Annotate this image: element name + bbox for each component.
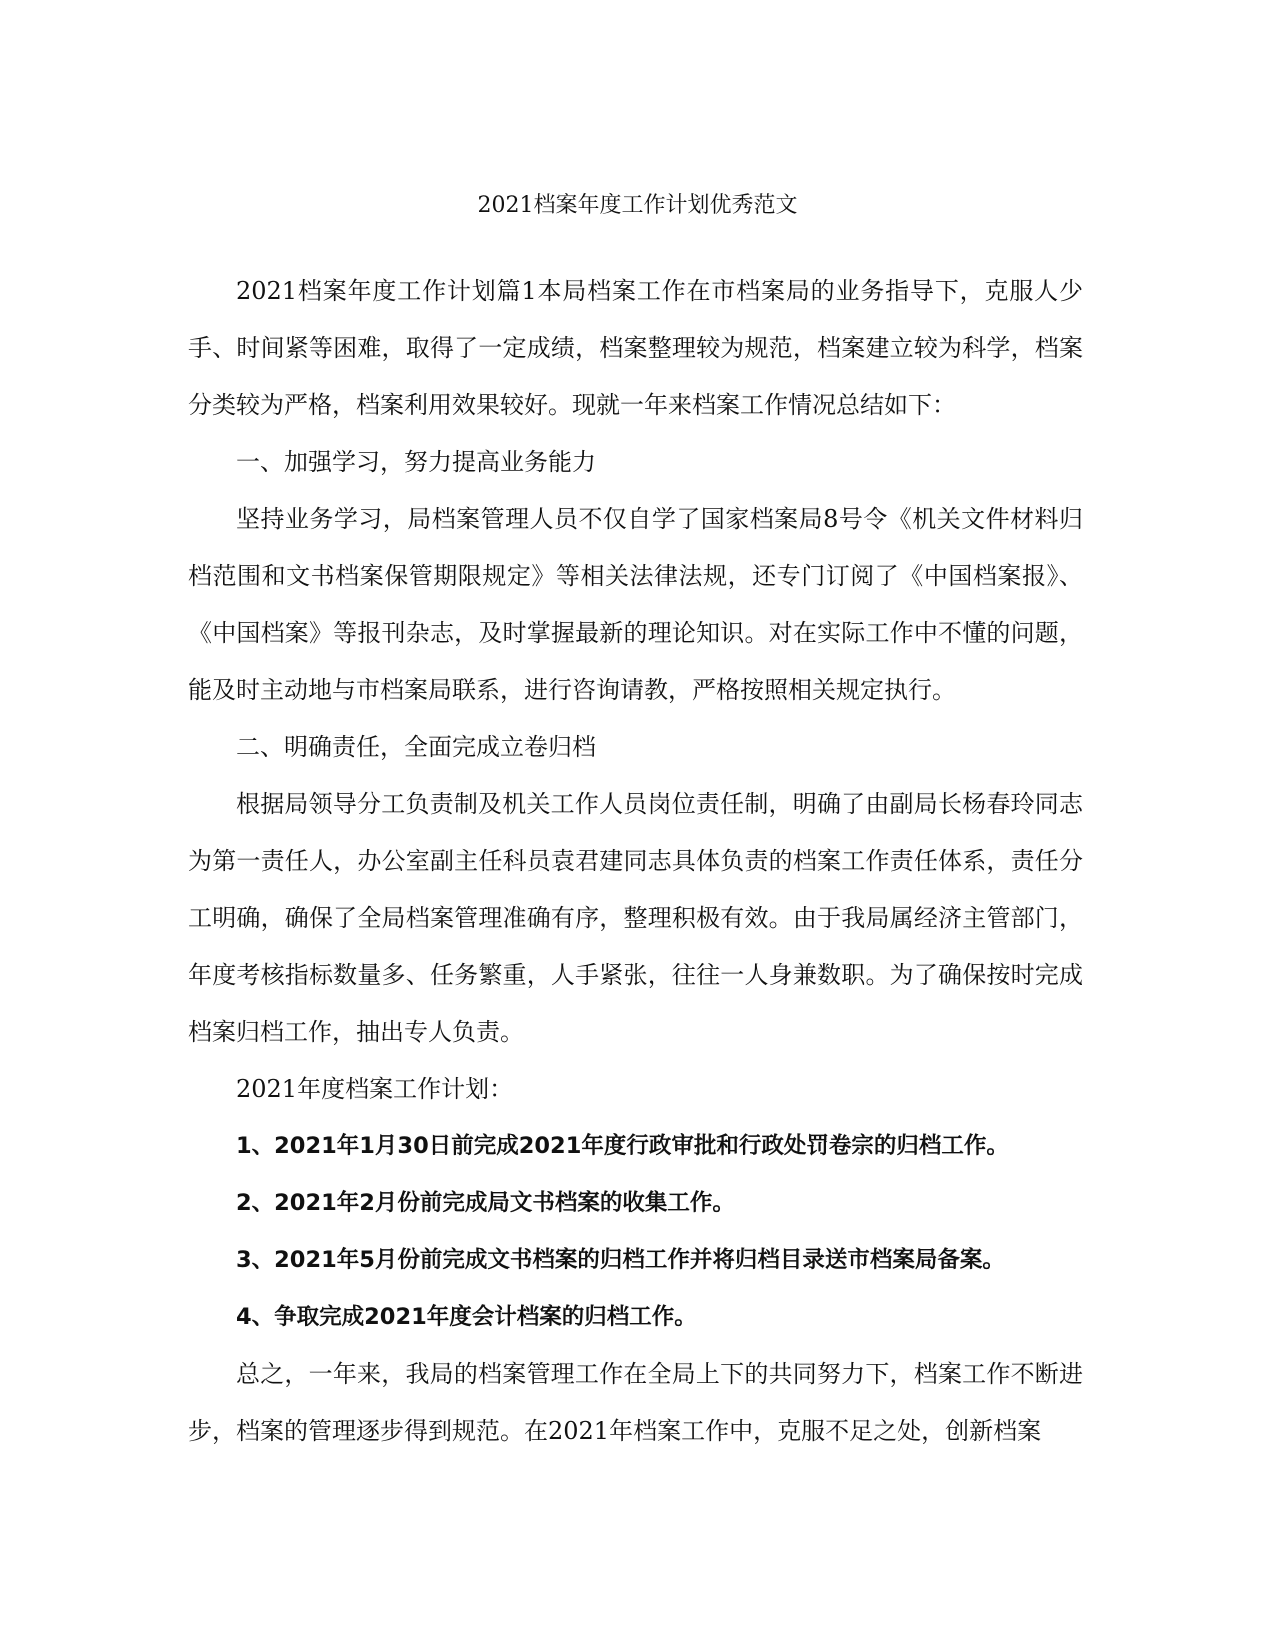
plan-item-1: 1、2021年1月30日前完成2021年度行政审批和行政处罚卷宗的归档工作。 (236, 1133, 1009, 1159)
plan-item-2: 2、2021年2月份前完成局文书档案的收集工作。 (236, 1190, 735, 1216)
intro-paragraph: 2021档案年度工作计划篇1本局档案工作在市档案局的业务指导下，克服人少手、时间紧等困难，取得了一定成绩，档案整理较为规范，档案建立较为科学，档案分类较为严格，档案利用效果较好。现就一年来档案工作情况总结如下： (188, 277, 1083, 419)
document-body (188, 263, 1083, 1460)
section-heading-1: 一、加强学习，努力提高业务能力 (236, 448, 596, 476)
section-heading-2: 二、明确责任，全面完成立卷归档 (236, 733, 596, 761)
plan-item-4: 4、争取完成2021年度会计档案的归档工作。 (236, 1304, 697, 1330)
plan-item-3: 3、2021年5月份前完成文书档案的归档工作并将归档目录送市档案局备案。 (236, 1247, 1005, 1273)
document-title: 2021档案年度工作计划优秀范文 (477, 193, 798, 218)
body-paragraph: 坚持业务学习，局档案管理人员不仅自学了国家档案局8号令《机关文件材料归档范围和文书档案保管期限规定》等相关法律法规，还专门订阅了《中国档案报》、《中国档案》等报刊杂志，及时掌握最新的理论知识。对在实际工作中不懂的问题，能及时主动地与市档案局联系，进行咨询请教，严格按照相关规定执行。 (188, 505, 1083, 704)
body-paragraph: 根据局领导分工负责制及机关工作人员岗位责任制，明确了由副局长杨春玲同志为第一责任人，办公室副主任科员袁君建同志具体负责的档案工作责任体系，责任分工明确，确保了全局档案管理准确有序，整理积极有效。由于我局属经济主管部门，年度考核指标数量多、任务繁重，人手紧张，往往一人身兼数职。为了确保按时完成档案归档工作，抽出专人负责。 (188, 790, 1083, 1046)
conclusion-paragraph: 总之，一年来，我局的档案管理工作在全局上下的共同努力下，档案工作不断进步，档案的管理逐步得到规范。在2021年档案工作中，克服不足之处，创新档案 (188, 1360, 1083, 1445)
plan-heading: 2021年度档案工作计划： (236, 1075, 514, 1103)
